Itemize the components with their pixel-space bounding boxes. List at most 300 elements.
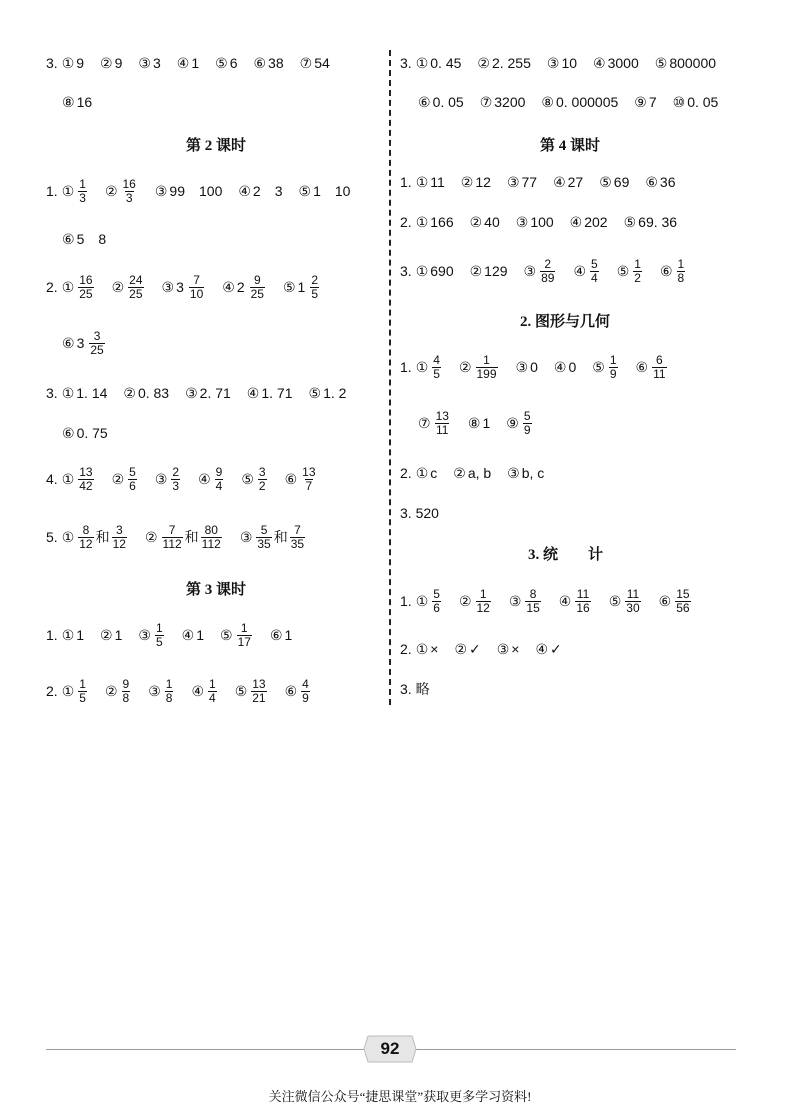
item-marker: ① (415, 54, 429, 71)
item-marker: ① (61, 54, 75, 71)
answer-item (524, 258, 558, 285)
item-marker: ③ (138, 626, 151, 643)
answer-item: ⑧ 0. 000005 (541, 93, 619, 110)
item-marker: ⑧ (541, 93, 554, 110)
item-marker: ③ (161, 278, 175, 295)
item-marker: ① (415, 213, 429, 230)
denominator: 5 (433, 366, 440, 381)
fraction (78, 178, 87, 205)
item-marker: ② (100, 626, 113, 643)
item-marker: ⑤ (241, 470, 254, 487)
item-marker: ② (469, 213, 483, 230)
answer-item: ① 0. 45 (415, 54, 462, 71)
answer-item: ⑤ 800000 (654, 54, 717, 71)
item-marker: ① (415, 262, 429, 279)
answer-item: ⑤ 1 $\frac{2}{5}$ (282, 272, 319, 301)
fraction (162, 524, 183, 551)
denominator: 8 (122, 690, 130, 705)
item-marker: ① (61, 470, 75, 487)
item-marker: ④ (222, 278, 235, 295)
answer-row (46, 674, 328, 708)
item-marker: ① (415, 173, 429, 190)
answer-row (400, 165, 692, 199)
answer-item: ③ 3 $\frac{7}{10}$ (161, 272, 204, 301)
numerator: 13 (302, 464, 316, 479)
answer-item: ④ 2 3 (238, 182, 283, 199)
fraction (237, 622, 252, 649)
denominator: 11 (653, 366, 666, 381)
answer-item (62, 466, 96, 493)
fraction (201, 524, 222, 551)
item-marker: ⑤ (608, 592, 622, 609)
denominator: 5 (155, 634, 163, 649)
numerator: 1 (634, 256, 641, 271)
item-marker: ② (458, 358, 472, 375)
fraction (128, 274, 143, 301)
item-marker: ④ (569, 213, 583, 230)
numerator: 3 (258, 464, 266, 479)
question-number: 2. (46, 279, 58, 295)
item-marker: ④ (573, 262, 587, 279)
answer-item (609, 588, 643, 615)
denominator: 89 (541, 270, 555, 285)
item-marker: ⑥ (659, 262, 673, 279)
item-marker: ③ (508, 592, 522, 609)
fraction (128, 466, 137, 493)
numerator: 5 (129, 464, 136, 479)
item-marker: ② (144, 528, 158, 545)
fraction (540, 258, 555, 285)
item-marker: ② (477, 54, 490, 71)
numerator: 7 (294, 522, 301, 537)
numerator: 11 (576, 586, 590, 601)
answer-item (112, 466, 139, 493)
answer-item (62, 678, 89, 705)
item-marker: ③ (507, 464, 520, 481)
item-marker: ③ (515, 358, 529, 375)
item-marker: ② (460, 173, 474, 190)
answer-item: ② 12 (460, 173, 491, 190)
answer-row (62, 222, 122, 256)
item-marker: ① (415, 464, 429, 481)
numerator: 1 (79, 676, 86, 691)
answer-item: ② 129 (469, 262, 508, 279)
item-marker: ④ (593, 54, 606, 71)
fraction (122, 678, 131, 705)
item-marker: ⑤ (654, 54, 668, 71)
fraction (208, 678, 217, 705)
item-marker: ⑨ (634, 93, 647, 110)
denominator: 30 (626, 600, 640, 615)
fraction (89, 330, 104, 357)
answer-item: ② 1 (100, 626, 123, 643)
answer-item: ④ ✓ (535, 640, 562, 657)
question-number: 2. (400, 641, 412, 657)
page-number: 92 (380, 1039, 400, 1058)
denominator: 12 (79, 536, 93, 551)
section-heading: 2. 图形与几何 (520, 314, 611, 330)
denominator: 25 (79, 286, 93, 301)
answer-item: ⑩ 0. 05 (672, 93, 719, 110)
item-marker: ② (104, 682, 118, 699)
answer-row: 3. 520 (400, 505, 439, 521)
answer-item: ② 2. 255 (477, 54, 531, 71)
section-heading: 第 4 课时 (540, 138, 601, 154)
item-marker: ③ (138, 54, 151, 71)
question-number: 2. (400, 214, 412, 230)
numerator: 7 (193, 272, 200, 287)
numerator: 11 (626, 586, 640, 601)
fraction (290, 524, 305, 551)
answer-item: ① 9 (61, 54, 85, 71)
item-marker: ③ (496, 640, 510, 657)
fraction (251, 678, 266, 705)
answer-row (62, 416, 124, 450)
denominator: 9 (302, 690, 309, 705)
denominator: 4 (209, 690, 216, 705)
answer-item: ⑥ 36 (645, 173, 676, 190)
answer-row (46, 46, 346, 80)
denominator: 9 (523, 422, 531, 437)
fraction (301, 678, 310, 705)
denominator: 17 (237, 634, 251, 649)
denominator: 16 (576, 600, 590, 615)
fraction (171, 466, 180, 493)
fraction (590, 258, 599, 285)
answer-item (198, 466, 225, 493)
column-divider (389, 50, 391, 705)
answer-row (418, 85, 734, 119)
item-marker: ⑤ (308, 384, 322, 401)
answer-row (400, 46, 732, 80)
item-marker: ② (104, 182, 118, 199)
question-number: 1. (46, 183, 58, 199)
question-number: 2. (46, 683, 58, 699)
item-marker: ③ (239, 528, 253, 545)
answer-item: ⑤ 69. 36 (623, 213, 678, 230)
item-marker: ⑥ (253, 54, 267, 71)
item-marker: ② (453, 464, 466, 481)
item-marker: ② (469, 262, 483, 279)
numerator: 1 (155, 620, 163, 635)
answer-item: ① 690 (415, 262, 454, 279)
fraction (476, 354, 498, 381)
denominator: 4 (591, 270, 598, 285)
item-marker: ③ (154, 470, 168, 487)
answer-item: ③ b, c (507, 464, 545, 481)
numerator: 13 (252, 676, 266, 691)
item-marker: ⑤ (220, 626, 233, 643)
denominator: 2 (258, 478, 266, 493)
item-marker: ④ (535, 640, 549, 657)
answer-item: ⑥ 5 8 (62, 230, 107, 247)
answer-item: ② 40 (469, 213, 500, 230)
fraction (625, 588, 640, 615)
answer-item: ② a, b (453, 464, 492, 481)
fraction (609, 354, 618, 381)
numerator: 4 (302, 676, 309, 691)
fraction (476, 588, 491, 615)
item-marker: ② (458, 592, 472, 609)
fraction (215, 466, 224, 493)
fraction (250, 274, 265, 301)
item-marker: ① (61, 626, 75, 643)
answer-item: ④ 0 (553, 358, 577, 375)
answer-item: ④ 1. 71 (246, 384, 293, 401)
numerator: 9 (122, 676, 130, 691)
fraction (633, 258, 642, 285)
numerator: 1 (609, 352, 617, 367)
answer-item (155, 466, 182, 493)
item-marker: ⑤ (623, 213, 637, 230)
numerator: 16 (79, 272, 93, 287)
answer-item (660, 258, 687, 285)
answer-item (62, 178, 89, 205)
answer-item: ⑤ 1 10 (298, 182, 351, 199)
item-marker: ④ (246, 384, 260, 401)
item-marker: ⑥ (62, 334, 75, 351)
answer-item: ③ 2. 71 (185, 384, 231, 401)
denominator: 6 (129, 478, 136, 493)
answer-item (191, 678, 218, 705)
numerator: 13 (79, 464, 93, 479)
denominator: 9 (609, 366, 617, 381)
answer-item: ⑥ 38 (253, 54, 284, 71)
denominator: 42 (79, 478, 93, 493)
item-marker: ⑤ (616, 262, 630, 279)
numerator: 8 (82, 522, 90, 537)
item-marker: ⑥ (62, 424, 75, 441)
item-marker: ② (100, 54, 113, 71)
item-marker: ① (61, 182, 75, 199)
answer-item: ⑥ 0. 75 (62, 424, 108, 441)
answer-item (62, 274, 96, 301)
answer-item: ④ 2 $\frac{9}{25}$ (222, 272, 264, 301)
item-marker: ⑩ (672, 93, 686, 110)
item-marker: ① (61, 682, 75, 699)
question-number: 1. (400, 359, 412, 375)
numerator: 1 (677, 256, 685, 271)
answer-item: ① $\frac{8}{12}$ 和 $\frac{3}{12}$ (61, 522, 126, 551)
item-marker: ⑤ (234, 682, 248, 699)
item-marker: ⑤ (599, 173, 612, 190)
fraction (310, 274, 319, 301)
answer-item: ⑥ 3 $\frac{3}{25}$ (62, 328, 104, 357)
denominator: 25 (129, 286, 143, 301)
answer-item: ⑤ 1. 2 (308, 384, 347, 401)
denominator: 25 (250, 286, 264, 301)
numerator: 15 (676, 586, 690, 601)
answer-item (573, 258, 600, 285)
fraction (435, 410, 450, 437)
item-marker: ① (61, 278, 75, 295)
item-marker: ⑤ (298, 182, 312, 199)
fraction (677, 258, 686, 285)
denominator: 15 (526, 600, 540, 615)
question-number: 5. (46, 529, 58, 545)
fraction (432, 588, 441, 615)
answer-item: ① c (415, 464, 438, 481)
answer-item (636, 354, 669, 381)
answer-item (592, 354, 619, 381)
answer-item: ① × (415, 640, 439, 657)
numerator: 1 (165, 676, 173, 691)
question-number: 1. (400, 174, 412, 190)
section-heading: 3. 统 计 (528, 547, 604, 563)
numerator: 2 (544, 256, 552, 271)
question-number: 1. (400, 593, 412, 609)
answer-item: ④ 1 (181, 626, 205, 643)
answer-item: ④ 1 (176, 54, 200, 71)
numerator: 24 (129, 272, 143, 287)
answer-item: ② $\frac{7}{112}$ 和 $\frac{80}{112}$ (144, 522, 221, 551)
question-number: 3. (400, 55, 412, 71)
fraction (675, 588, 690, 615)
denominator: 7 (305, 478, 313, 493)
numerator: 3 (115, 522, 123, 537)
answer-item (105, 678, 132, 705)
item-marker: ① (415, 358, 429, 375)
answer-item: ③ 3 (138, 54, 161, 71)
item-marker: ⑧ (62, 93, 75, 110)
numerator: 5 (433, 586, 440, 601)
answer-item: ③ $\frac{5}{35}$ 和 $\frac{7}{35}$ (239, 522, 305, 551)
answer-item (285, 466, 319, 493)
answer-item (559, 588, 593, 615)
numerator: 5 (523, 408, 531, 423)
denominator: 11 (436, 422, 449, 437)
answer-row (46, 270, 337, 304)
answer-item (148, 678, 175, 705)
fraction (155, 622, 164, 649)
answer-item (459, 354, 500, 381)
fraction (165, 678, 174, 705)
answer-row (400, 205, 693, 239)
denominator: 12 (476, 600, 490, 615)
fraction (525, 588, 540, 615)
answer-item: ⑧ 16 (62, 93, 93, 110)
denominator: 5 (79, 690, 86, 705)
answer-item (235, 678, 269, 705)
numerator: 3 (93, 328, 101, 343)
denominator: 4 (215, 478, 223, 493)
item-marker: ② (111, 470, 125, 487)
item-marker: ⑧ (467, 414, 481, 431)
numerator: 5 (260, 522, 268, 537)
fraction (78, 524, 93, 551)
numerator: 1 (79, 176, 86, 191)
numerator: 1 (483, 352, 490, 367)
denominator: 3 (79, 190, 86, 205)
answer-item (112, 274, 146, 301)
question-number: 4. (46, 471, 58, 487)
item-marker: ③ (506, 173, 520, 190)
fraction (652, 354, 666, 381)
answer-item: ③ 99 100 (154, 182, 223, 199)
item-marker: ③ (546, 54, 560, 71)
denominator: 6 (433, 600, 440, 615)
answer-item (617, 258, 644, 285)
item-marker: ④ (553, 358, 567, 375)
answer-item: ⑥ 0. 05 (418, 93, 464, 110)
numerator: 80 (204, 522, 218, 537)
answer-item (418, 410, 452, 437)
item-marker: ① (415, 592, 429, 609)
question-number: 2. (400, 465, 412, 481)
item-marker: ④ (238, 182, 251, 199)
item-marker: ① (61, 384, 75, 401)
fraction (78, 678, 87, 705)
item-marker: ⑥ (269, 626, 283, 643)
item-marker: ③ (515, 213, 529, 230)
item-marker: ③ (154, 182, 168, 199)
item-marker: ③ (185, 384, 198, 401)
answer-item: ⑥ 1 (269, 626, 293, 643)
denominator: 25 (90, 342, 104, 357)
answer-item (285, 678, 312, 705)
answer-item (416, 588, 443, 615)
question-number: 3. (400, 263, 412, 279)
item-marker: ④ (181, 626, 195, 643)
item-marker: ③ (148, 682, 161, 699)
fraction (301, 466, 316, 493)
answer-item: ② ✓ (454, 640, 481, 657)
denominator: 112 (162, 536, 182, 551)
answer-row (46, 618, 308, 652)
denominator: 21 (252, 690, 266, 705)
answer-item: ② 0. 83 (123, 384, 170, 401)
answer-item: ③ × (496, 640, 520, 657)
item-marker: ⑥ (418, 93, 431, 110)
item-marker: ⑥ (658, 592, 672, 609)
denominator: 56 (676, 600, 690, 615)
item-marker: ④ (176, 54, 190, 71)
fraction (258, 466, 267, 493)
item-marker: ④ (191, 682, 204, 699)
answer-item: ⑤ 6 (215, 54, 238, 71)
item-marker: ① (61, 528, 75, 545)
answer-row (46, 520, 323, 554)
answer-item: ④ 202 (569, 213, 608, 230)
answer-row (400, 456, 560, 490)
answer-row: 3. 略 (400, 681, 430, 697)
answer-item (220, 622, 254, 649)
item-marker: ⑤ (215, 54, 228, 71)
answer-item: ④ 27 (553, 173, 584, 190)
numerator: 6 (655, 352, 663, 367)
denominator: 8 (677, 270, 685, 285)
answer-item (459, 588, 493, 615)
answer-item: ① 1 (61, 626, 85, 643)
fraction (575, 588, 590, 615)
denominator: 10 (189, 286, 204, 301)
numerator: 5 (591, 256, 598, 271)
fraction (523, 410, 532, 437)
answer-row (400, 584, 709, 618)
numerator: 13 (435, 408, 449, 423)
item-marker: ⑥ (284, 470, 298, 487)
answer-item: ② 9 (100, 54, 123, 71)
item-marker: ⑥ (62, 230, 75, 247)
answer-item: ③ 0 (515, 358, 538, 375)
item-marker: ② (454, 640, 467, 657)
answer-row (418, 406, 550, 440)
answer-item: ⑨ 7 (634, 93, 657, 110)
item-marker: ④ (558, 592, 572, 609)
answer-row (46, 174, 366, 208)
answer-row (400, 632, 578, 666)
answer-item: ③ 77 (506, 173, 538, 190)
